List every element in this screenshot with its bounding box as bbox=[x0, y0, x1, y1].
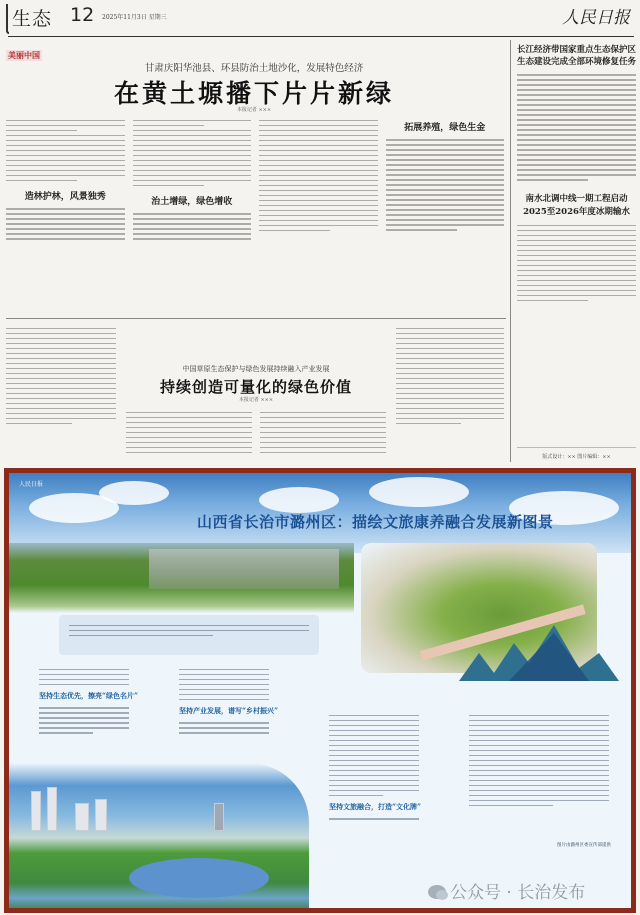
subhead: 拓展养殖，绿色生金 bbox=[404, 123, 486, 133]
masthead bbox=[0, 0, 640, 36]
landscape-photo bbox=[9, 543, 354, 613]
lower-kicker: 中国草原生态保护与绿色发展持续融入产业发展 bbox=[182, 365, 330, 373]
feature-subhead: 坚持生态优先，擦亮“绿色名片” bbox=[39, 691, 139, 700]
right-article-2-title bbox=[517, 193, 636, 219]
subhead: 治土增绿，绿色增收 bbox=[151, 197, 233, 207]
city-lake-photo bbox=[9, 763, 309, 913]
wechat-icon bbox=[428, 885, 446, 899]
lake bbox=[129, 858, 269, 898]
editors-credit: 版式设计：×× 图片编辑：×× bbox=[517, 447, 636, 460]
right-article-2-body bbox=[517, 225, 636, 302]
feature-title: 山西省长治市潞州区：描绘文旅康养融合发展新图景 bbox=[197, 513, 554, 531]
feature-column-3 bbox=[329, 711, 422, 823]
lower-headline: 持续创造可量化的绿色价值 bbox=[159, 378, 352, 396]
body-text bbox=[259, 120, 378, 232]
feature-column-4 bbox=[469, 711, 609, 810]
city-skyline bbox=[149, 549, 339, 589]
lower-article bbox=[6, 324, 504, 464]
text-column-4 bbox=[386, 116, 505, 316]
photo-credit: 图片由潞州区委宣传部提供 bbox=[557, 843, 611, 848]
section-name: 生态 bbox=[12, 8, 53, 30]
lower-text-right bbox=[396, 324, 504, 428]
lower-byline: 本报记者 ××× bbox=[238, 397, 274, 403]
body-text bbox=[133, 213, 252, 240]
column-tag: 美丽中国 bbox=[8, 51, 40, 60]
masthead-bracket bbox=[6, 4, 9, 34]
body-text bbox=[133, 120, 252, 187]
watermark bbox=[428, 878, 585, 903]
watermark-text: 公众号 · 长治发布 bbox=[450, 883, 586, 903]
newspaper-logo: 人民日报 bbox=[562, 8, 630, 28]
right-article-2-title-line1: 南水北调中线一期工程启动 bbox=[525, 193, 628, 204]
right-article-2-title-line2: 2025至2026年度冰期输水 bbox=[523, 206, 630, 217]
article-kicker: 甘肃庆阳华池县、环县防治土地沙化，发展特色经济 bbox=[144, 63, 364, 74]
top-article bbox=[0, 40, 508, 460]
text-column-2 bbox=[133, 116, 252, 316]
right-column bbox=[510, 40, 636, 462]
body-text bbox=[386, 139, 505, 231]
article-columns bbox=[6, 116, 504, 316]
lower-text-left bbox=[6, 324, 116, 428]
intro-box bbox=[59, 615, 319, 655]
page-number: 12 bbox=[70, 4, 95, 26]
section-divider bbox=[6, 318, 506, 319]
feature-subhead: 坚持产业发展，谱写“乡村振兴” bbox=[179, 706, 279, 715]
feature-column-2 bbox=[179, 665, 279, 737]
text-column-1 bbox=[6, 116, 125, 316]
feature-advertorial bbox=[4, 468, 636, 913]
subhead: 造林护林，风景独秀 bbox=[24, 192, 106, 202]
text-column-3 bbox=[259, 116, 378, 316]
feature-column-1 bbox=[39, 665, 139, 737]
right-article-title: 长江经济带国家重点生态保护区生态建设完成全部环境修复任务 bbox=[517, 45, 637, 67]
lower-text-middle bbox=[126, 408, 386, 457]
article-headline: 在黄土塬播下片片新绿 bbox=[113, 79, 394, 108]
feature-subhead: 坚持文旅融合，打造“文化牌” bbox=[329, 802, 422, 811]
masthead-rule bbox=[8, 36, 634, 37]
brand-logo: 人民日报 bbox=[19, 481, 44, 488]
right-article-body bbox=[517, 74, 636, 181]
body-text bbox=[6, 208, 125, 240]
issue-date: 2025年11月3日 星期三 bbox=[102, 14, 167, 21]
article-byline: 本报记者 ××× bbox=[236, 107, 272, 113]
body-text bbox=[6, 120, 125, 182]
